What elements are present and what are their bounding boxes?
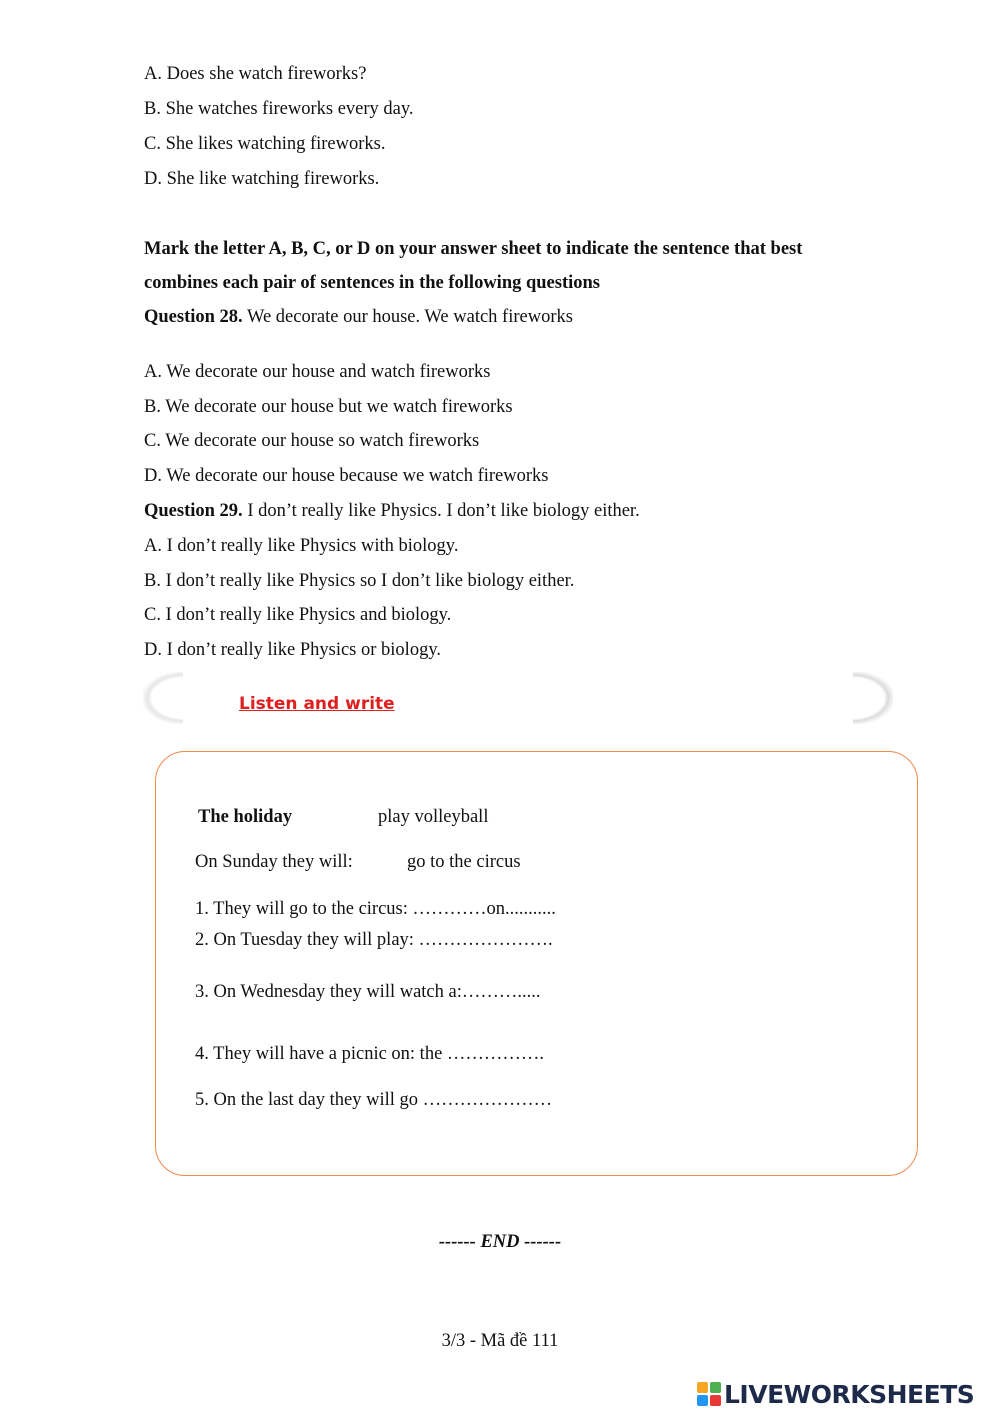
question-28-label: Question 28. (144, 307, 243, 327)
listen-item-4: 4. They will have a picnic on: the ……………. (195, 1044, 545, 1064)
listen-item-2: 2. On Tuesday they will play: …………………. (195, 930, 553, 950)
q28-option-c: C. We decorate our house so watch fireworks (144, 431, 480, 451)
logo-text (724, 1380, 974, 1409)
question-29-text: I don’t really like Physics. I don’t like biology either. (242, 501, 640, 521)
end-marker: ------ END ------ (438, 1232, 562, 1252)
sunday-value: go to the circus (407, 852, 521, 872)
holiday-aside: play volleyball (378, 807, 489, 827)
banner-right-cap (853, 672, 893, 724)
banner-left-cap (143, 672, 183, 724)
prev-option-a: A. Does she watch fireworks? (144, 64, 367, 84)
q29-option-c: C. I don’t really like Physics and biology. (144, 605, 452, 625)
q28-option-b: B. We decorate our house but we watch fireworks (144, 397, 513, 417)
logo-mark-icon (697, 1382, 721, 1406)
q28-option-d: D. We decorate our house because we watch fireworks (144, 466, 549, 486)
listen-exercise-box (155, 751, 918, 1176)
listen-item-5: 5. On the last day they will go ………………… (195, 1090, 553, 1110)
holiday-heading: The holiday (198, 807, 293, 827)
instruction-line-2: combines each pair of sentences in the following questions (144, 273, 601, 293)
q29-option-a: A. I don’t really like Physics with biology. (144, 536, 459, 556)
listen-item-3: 3. On Wednesday they will watch a:………..... (195, 982, 541, 1002)
q29-option-b: B. I don’t really like Physics so I don’t like biology either. (144, 571, 575, 591)
logo-prefix: LIVE (724, 1379, 784, 1409)
prev-option-c: C. She likes watching fireworks. (144, 134, 386, 154)
q29-option-d: D. I don’t really like Physics or biology. (144, 640, 441, 660)
liveworksheets-logo (697, 1378, 974, 1410)
prev-option-b: B. She watches fireworks every day. (144, 99, 414, 119)
question-29-label: Question 29. (144, 501, 243, 521)
listen-title: Listen and write (239, 694, 395, 714)
logo-suffix: WORKSHEETS (783, 1379, 975, 1409)
instruction-line-1: Mark the letter A, B, C, or D on your answer sheet to indicate the sentence that best (144, 239, 803, 259)
question-28-text: We decorate our house. We watch fireworks (242, 307, 573, 327)
page-footer: 3/3 - Mã đề 111 (441, 1331, 559, 1351)
listen-item-1: 1. They will go to the circus: …………on........... (195, 899, 556, 919)
question-28 (144, 305, 573, 329)
q28-option-a: A. We decorate our house and watch fireworks (144, 362, 491, 382)
sunday-label: On Sunday they will: (195, 852, 353, 872)
question-29 (144, 499, 640, 523)
prev-option-d: D. She like watching fireworks. (144, 169, 380, 189)
listen-banner (143, 672, 893, 724)
